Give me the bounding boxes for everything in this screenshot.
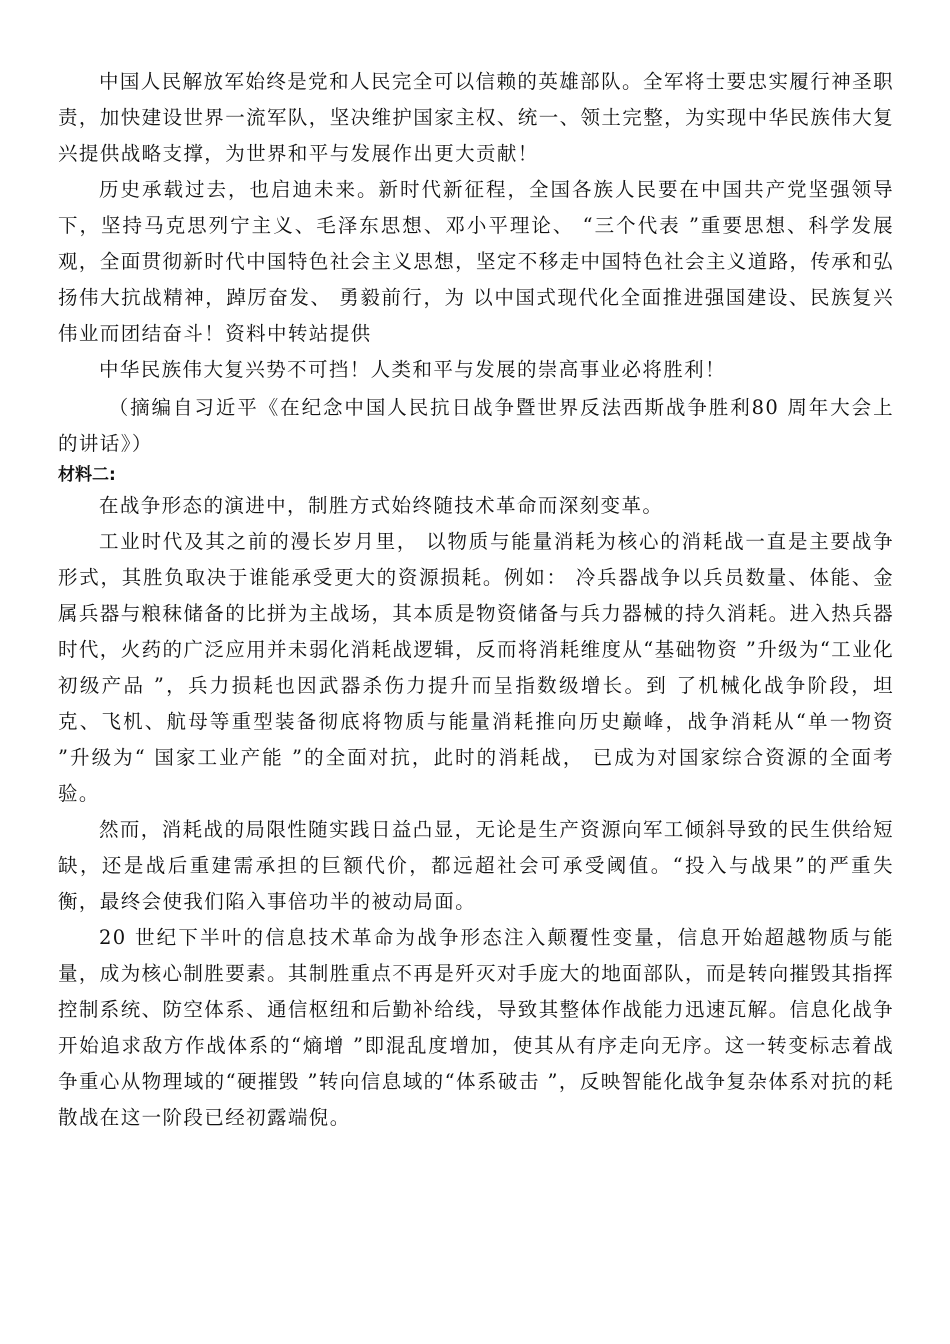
- material1-paragraph-1: 中国人民解放军始终是党和人民完全可以信赖的英雄部队。全军将士要忠实履行神圣职责，加快建设世界一流军队，坚决维护国家主权、统一、领土完整，为实现中华民族伟大复兴提供战略支撑，为世界和平与发展作出更大贡献！: [58, 70, 895, 165]
- document-page: [58, 64, 894, 1136]
- material2-paragraph-3: 然而，消耗战的局限性随实践日益凸显，无论是生产资源向军工倾斜导致的民生供给短缺，还是战后重建需承担的巨额代价，都远超社会可承受阈值。“投入与战果”的严重失衡，最终会使我们陷入事倍功半的被动局面。: [58, 818, 894, 913]
- material1-paragraph-2: 历史承载过去，也启迪未来。新时代新征程，全国各族人民要在中国共产党坚强领导下，坚持马克思列宁主义、毛泽东思想、邓小平理论、 “三个代表 ”重要思想、科学发展观，全面贯彻新时代中国特色社会主义思想，坚定不移走中国特色社会主义道路，传承和弘扬伟大抗战精神，踔厉奋发、 勇毅前行，为 以中国式现代化全面推进强国建设、民族复兴伟业而团结奋斗！资料中转站提供: [58, 178, 895, 345]
- material2-paragraph-2: 工业时代及其之前的漫长岁月里， 以物质与能量消耗为核心的消耗战一直是主要战争形式，其胜负取决于谁能承受更大的资源损耗。例如： 冷兵器战争以兵员数量、体能、金属兵器与粮秣储备的比拼为主战场，其本质是物资储备与兵力器械的持久消耗。进入热兵器时代，火药的广泛应用并未弱化消耗战逻辑，反而将消耗维度从“基础物资 ”升级为“工业化初级产品 ”，兵力损耗也因武器杀伤力提升而呈指数级增长。到 了机械化战争阶段，坦克、飞机、航母等重型装备彻底将物质与能量消耗推向历史巅峰，战争消耗从“单一物资 ”升级为“ 国家工业产能 ”的全面对抗，此时的消耗战， 已成为对国家综合资源的全面考验。: [58, 530, 895, 805]
- material2-paragraph-1: 在战争形态的演进中，制胜方式始终随技术革命而深刻变革。: [98, 494, 664, 517]
- material1-paragraph-3: 中华民族伟大复兴势不可挡！人类和平与发展的崇高事业必将胜利！: [98, 358, 726, 381]
- material2-paragraph-4: 20 世纪下半叶的信息技术革命为战争形态注入颠覆性变量，信息开始超越物质与能量，成为核心制胜要素。其制胜重点不再是歼灭对手庞大的地面部队，而是转向摧毁其指挥控制系统、防空体系、通信枢纽和后勤补给线，导致其整体作战能力迅速瓦解。信息化战争开始追求敌方作战体系的“熵增 ”即混乱度增加，使其从有序走向无序。这一转变标志着战争重心从物理域的“硬摧毁 ”转向信息域的“体系破击 ”，反映智能化战争复杂体系对抗的耗散战在这一阶段已经初露端倪。: [58, 926, 895, 1129]
- material1-source-citation: （摘编自习近平《在纪念中国人民抗日战争暨世界反法西斯战争胜利80 周年大会上的讲话》）: [58, 396, 894, 455]
- material2-heading: 材料二:: [58, 465, 116, 485]
